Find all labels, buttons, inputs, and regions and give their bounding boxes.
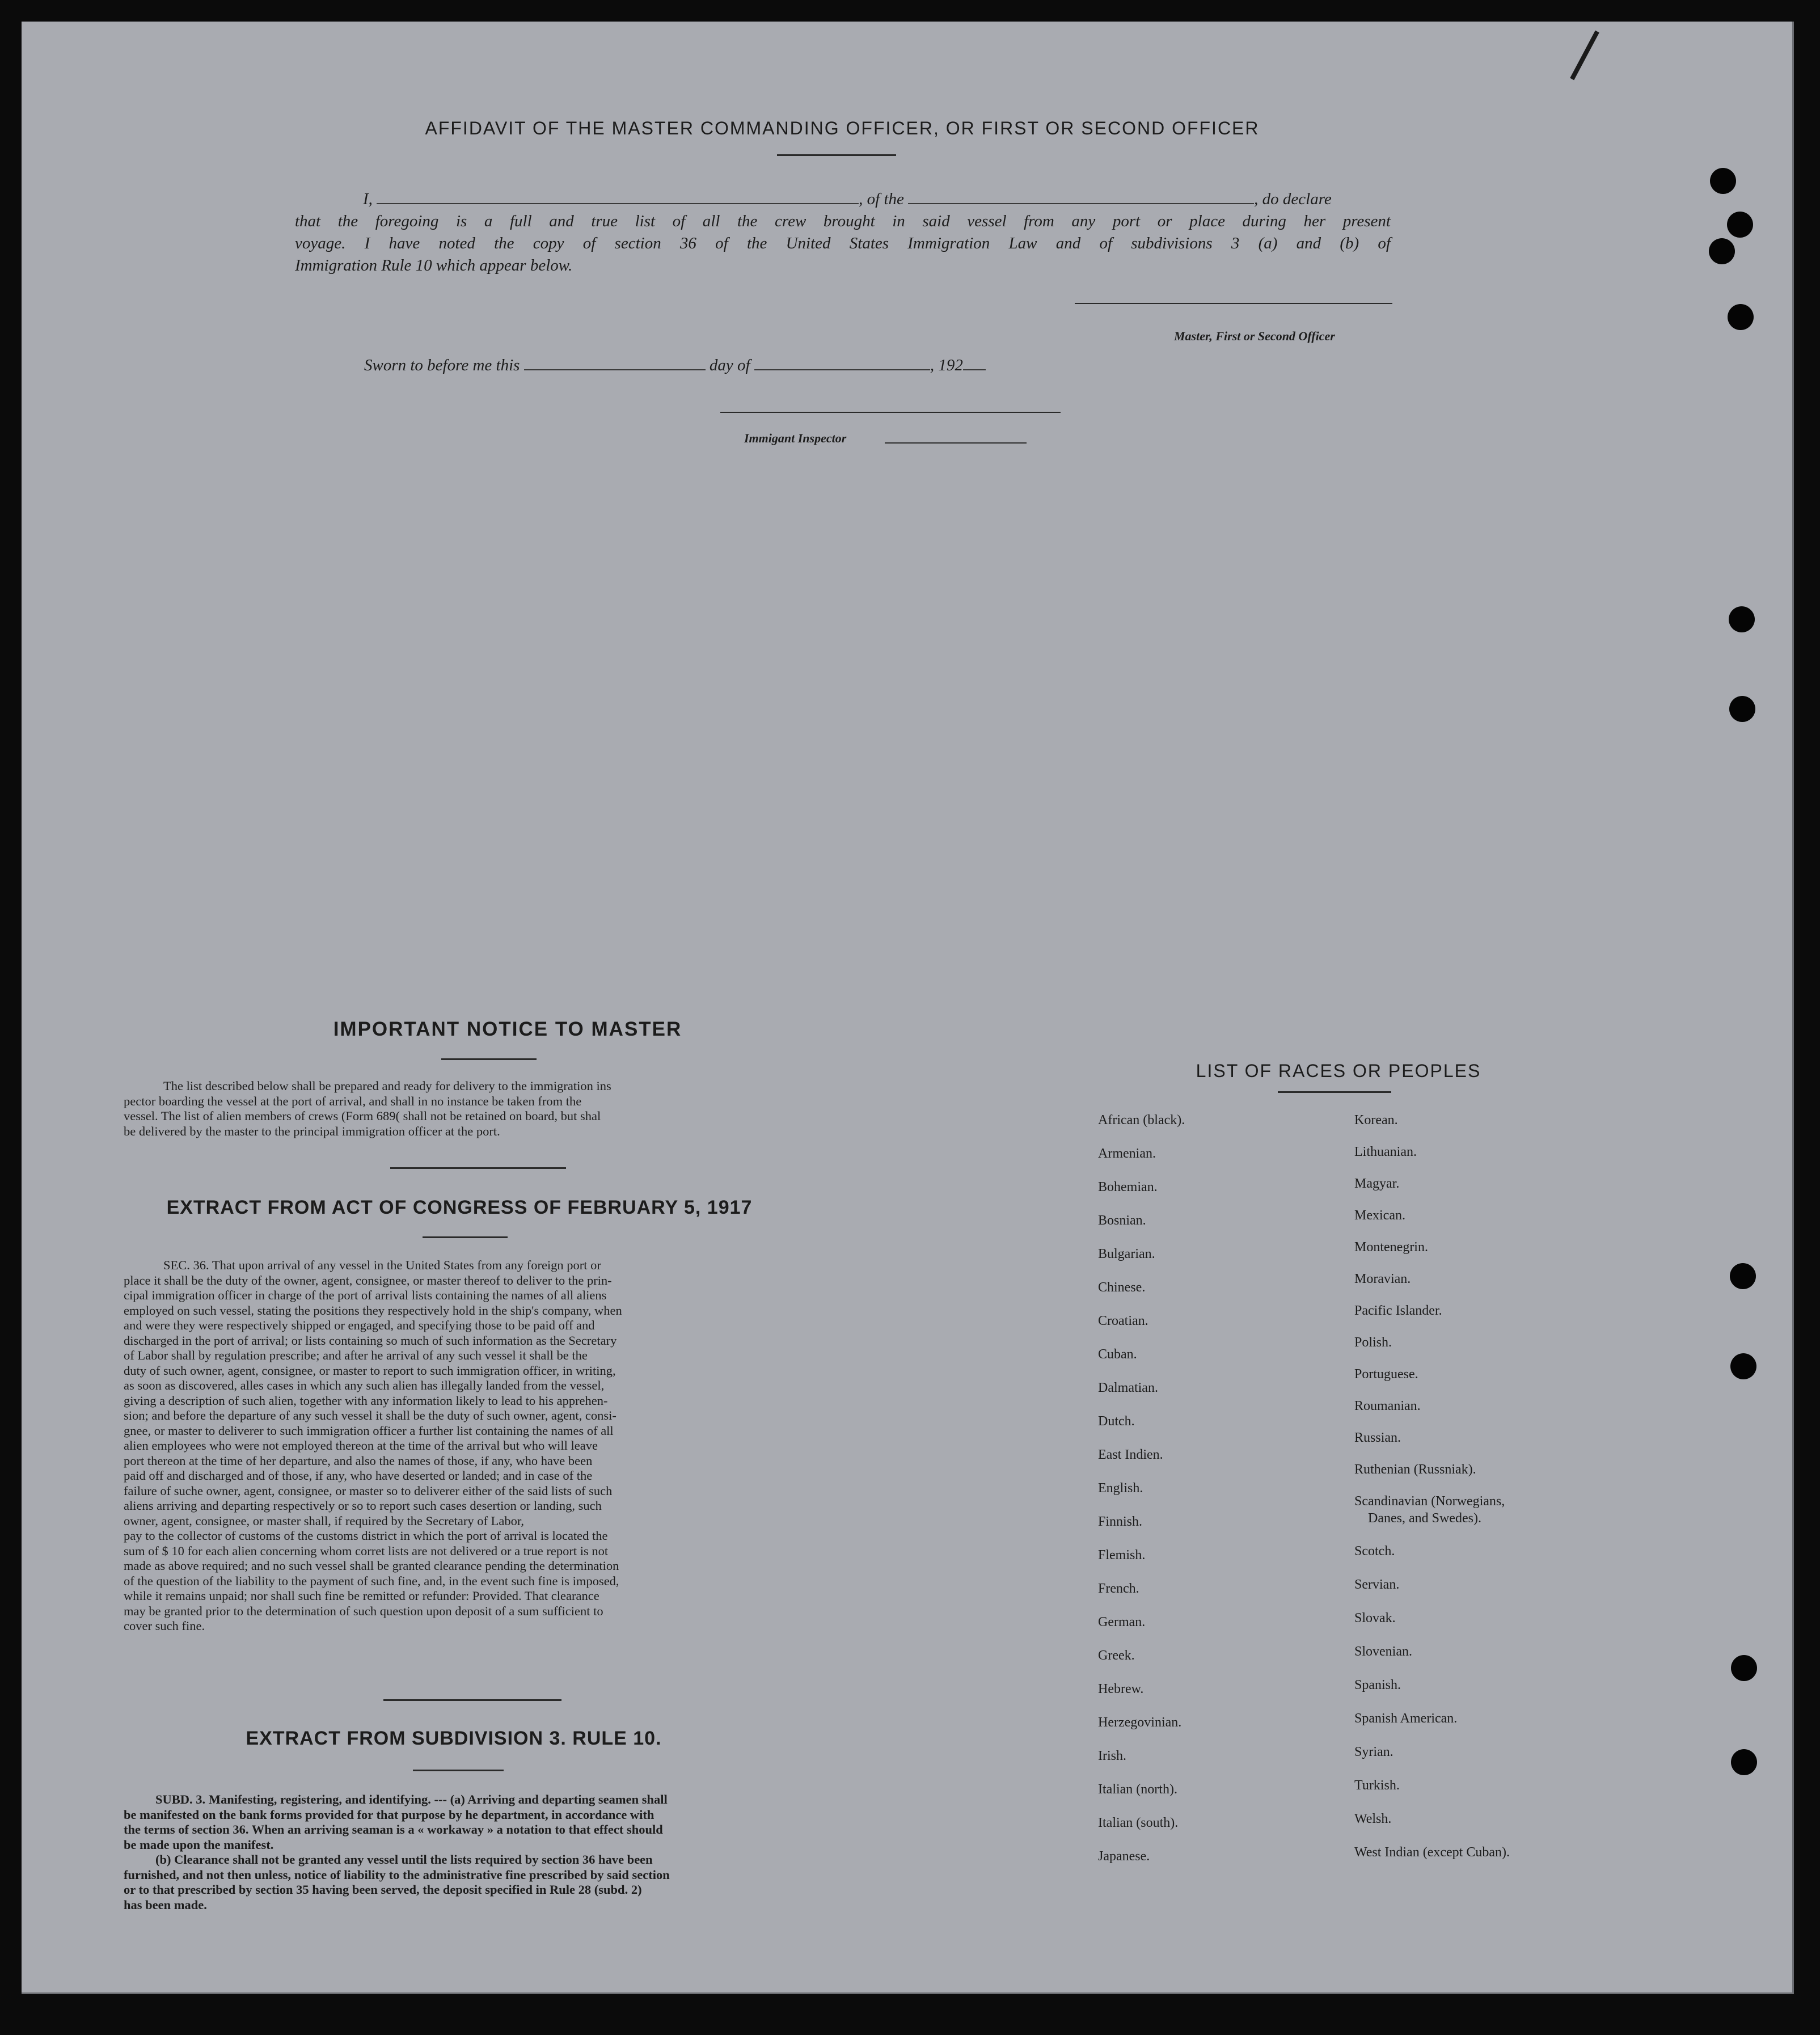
race-item: Dutch. [1098,1414,1135,1429]
rule-body [124,1792,794,1912]
punch-hole [1710,168,1736,194]
races-rule [1278,1091,1391,1093]
day-of-label: day of [709,356,750,374]
name-blank[interactable] [377,203,859,204]
affidavit-line-4: Immigration Rule 10 which appear below. [295,256,573,275]
i-label: I, [363,190,373,208]
race-item: Finnish. [1098,1514,1143,1529]
punch-hole [1730,1353,1756,1379]
race-item: Welsh. [1354,1812,1392,1826]
act-body [124,1258,794,1634]
punch-hole [1709,238,1735,264]
act-line: giving a description of such alien, together with any information likely to lead to his apprehen- [124,1393,608,1408]
inspector-signature-line[interactable] [720,412,1061,413]
act-rule [423,1236,508,1238]
race-item: Chinese. [1098,1280,1146,1295]
race-item: Scandinavian (Norwegians, [1354,1494,1505,1509]
notice-title: IMPORTANT NOTICE TO MASTER [333,1018,682,1040]
rule-line: SUBD. 3. Manifesting, registering, and identifying. --- (a) Arriving and departing seamen shall [155,1792,668,1806]
race-item: Servian. [1354,1577,1400,1592]
act-line: as soon as discovered, alles cases in which any such alien has illegally landed from the vessel, [124,1378,605,1392]
notice-line: pector boarding the vessel at the port of arrival, and shall in no instance be taken from the [124,1094,582,1108]
race-item: Roumanian. [1354,1399,1421,1413]
act-line: employed on such vessel, stating the positions they respectively hold in the ship's company, when [124,1303,622,1318]
act-line: alien employees who were not employed thereon at the time of the arrival but who will leave [124,1438,598,1453]
race-item: Armenian. [1098,1146,1156,1161]
inspector-label: Immigant Inspector [744,431,847,445]
races-left-column [1098,1112,1185,1881]
act-line: cipal immigration officer in charge of the port of arrival lists containing the names of all aliens [124,1288,607,1302]
act-line: cover such fine. [124,1619,205,1633]
document-page [22,22,1794,1994]
act-line: SEC. 36. That upon arrival of any vessel in the United States from any foreign port or [163,1258,601,1272]
do-declare-label: , do declare [1254,190,1332,208]
act-line: failure of suche owner, agent, consignee, or master so to deliverer either of the said lists of such [124,1483,613,1498]
punch-hole [1727,212,1753,238]
month-blank[interactable] [754,369,930,370]
race-item: Scotch. [1354,1544,1395,1559]
race-item: Lithuanian. [1354,1145,1417,1159]
sworn-line [364,356,986,375]
race-item: Russian. [1354,1430,1401,1445]
notice-end-rule [390,1167,566,1169]
race-item: East Indien. [1098,1447,1163,1462]
affidavit-line-2: that the foregoing is a full and true list of all the crew brought in said vessel from any port or place during her present [295,212,1391,230]
title-rule [777,154,896,156]
race-item: Mexican. [1354,1208,1405,1223]
race-item: Italian (south). [1098,1816,1179,1830]
race-item: Korean. [1354,1113,1398,1128]
race-item: Turkish. [1354,1778,1400,1793]
act-line: of the question of the liability to the payment of such fine, and, in the event such fine is imposed, [124,1573,619,1588]
race-item: Pacific Islander. [1354,1303,1442,1318]
day-blank[interactable] [524,369,706,370]
punch-hole [1731,1655,1757,1681]
race-item: Cuban. [1098,1347,1137,1362]
act-line: discharged in the port of arrival; or lists containing so much of such information as the Secretary [124,1333,617,1348]
act-end-rule [383,1699,561,1701]
race-item: Syrian. [1354,1745,1393,1759]
race-item: Flemish. [1098,1548,1146,1563]
year-blank[interactable] [963,369,986,370]
year-label: , 192 [930,356,963,374]
race-item: Ruthenian (Russniak). [1354,1462,1476,1477]
act-line: while it remains unpaid; nor shall such fine be remitted or refunder: Provided. That clearance [124,1589,599,1603]
act-line: owner, agent, consignee, or master shall, if required by the Secretary of Labor, [124,1513,525,1528]
race-item: Bulgarian. [1098,1247,1155,1261]
race-item: Slovenian. [1354,1644,1412,1659]
act-line: aliens arriving and departing respectively or so to report such cases desertion or landing, such [124,1498,602,1513]
punch-hole [1728,304,1754,330]
act-line: sion; and before the departure of any such vessel it shall be the duty of such owner, agent, consi- [124,1408,616,1422]
of-the-label: , of the [859,190,904,208]
punch-hole [1730,1263,1756,1289]
punch-hole [1729,606,1755,632]
act-line: made as above required; and no such vessel shall be granted clearance pending the determination [124,1559,619,1573]
affidavit-title: AFFIDAVIT OF THE MASTER COMMANDING OFFICER, OR FIRST OR SECOND OFFICER [425,118,1260,138]
rule-line: furnished, and not then unless, notice of liability to the administrative fine prescribed by said section [124,1867,670,1882]
race-item: Irish. [1098,1749,1126,1763]
affidavit-line-1 [295,188,1391,210]
rule-title: EXTRACT FROM SUBDIVISION 3. RULE 10. [246,1728,662,1749]
races-title: LIST OF RACES OR PEOPLES [1196,1061,1481,1081]
vessel-blank[interactable] [908,203,1254,204]
notice-line: be delivered by the master to the principal immigration officer at the port. [124,1124,500,1138]
act-line: paid off and discharged and of those, if any, who have deserted or landed; and in case of the [124,1468,593,1483]
race-item: French. [1098,1581,1139,1596]
race-item: Herzegovinian. [1098,1715,1182,1730]
rule-line: the terms of section 36. When an arriving seaman is a « workaway » a notation to that effect should [124,1822,663,1836]
master-label: Master, First or Second Officer [1174,329,1335,343]
race-item: Moravian. [1354,1272,1411,1286]
notice-line: vessel. The list of alien members of crews (Form 689( shall not be retained on board, but shal [124,1109,601,1123]
rule-line: has been made. [124,1897,207,1912]
race-item: Croatian. [1098,1314,1148,1328]
notice-rule [441,1058,537,1060]
race-item: Japanese. [1098,1849,1150,1864]
inspector-trailing-line [885,442,1027,444]
races-right-column [1354,1112,1510,1877]
race-item: German. [1098,1615,1146,1629]
act-line: pay to the collector of customs of the customs district in which the port of arrival is located the [124,1529,608,1543]
race-item: Greek. [1098,1648,1135,1663]
sworn-label: Sworn to before me this [364,356,520,374]
notice-body [124,1079,794,1139]
master-signature-line[interactable] [1075,303,1392,304]
affidavit-body [295,188,1391,277]
race-item: African (black). [1098,1113,1185,1128]
race-item: Bohemian. [1098,1180,1158,1194]
race-item: Dalmatian. [1098,1380,1158,1395]
race-item: Spanish American. [1354,1711,1458,1726]
race-item: Hebrew. [1098,1682,1144,1696]
race-item: English. [1098,1481,1143,1496]
race-item: Portuguese. [1354,1367,1418,1382]
act-line: sum of $ 10 for each alien concerning whom corret lists are not delivered or a true report is not [124,1543,609,1558]
race-item: Slovak. [1354,1611,1396,1626]
act-line: duty of such owner, agent, consignee, or master to report to such immigration officer, in writing, [124,1363,616,1378]
affidavit-line-3: voyage. I have noted the copy of section 36 of the United States Immigration Law and of subdivisions 3 (a) and (b) of [295,234,1391,252]
rule-line: or to that prescribed by section 35 having been served, the deposit specified in Rule 28 (subd. 2) [124,1882,642,1897]
act-line: gnee, or master to deliverer to such immigration officer a further list containing the names of all [124,1423,614,1438]
rule-line: be made upon the manifest. [124,1837,274,1852]
act-line: of Labor shall by regulation prescribe; and after he arrival of any such vessel it shall be the [124,1348,588,1362]
race-item: Bosnian. [1098,1213,1146,1228]
race-item: Italian (north). [1098,1782,1177,1797]
act-line: port thereon at the time of her departure, and also the names of those, if any, who have been [124,1453,593,1468]
act-line: place it shall be the duty of the owner, agent, consignee, or master thereof to deliver to the prin- [124,1273,612,1287]
race-item: Polish. [1354,1335,1392,1350]
notice-line: The list described below shall be prepared and ready for delivery to the immigration ins [163,1079,611,1093]
punch-hole [1731,1749,1757,1775]
race-item: Danes, and Swedes). [1368,1511,1481,1526]
punch-hole [1729,696,1755,722]
race-item: Montenegrin. [1354,1240,1428,1255]
rule-line: (b) Clearance shall not be granted any vessel until the lists required by section 36 have been [155,1852,653,1867]
race-item: West Indian (except Cuban). [1354,1845,1510,1860]
rule-rule [413,1770,504,1771]
race-item: Spanish. [1354,1678,1401,1692]
rule-line: be manifested on the bank forms provided for that purpose by he department, in accordance with [124,1807,654,1822]
act-line: may be granted prior to the determination of such question upon deposit of a sum sufficient to [124,1603,603,1618]
race-item: Magyar. [1354,1176,1400,1191]
act-title: EXTRACT FROM ACT OF CONGRESS OF FEBRUARY 5, 1917 [166,1197,753,1218]
act-line: and were they were respectively shipped or engaged, and specifying those to be paid off and [124,1318,595,1332]
